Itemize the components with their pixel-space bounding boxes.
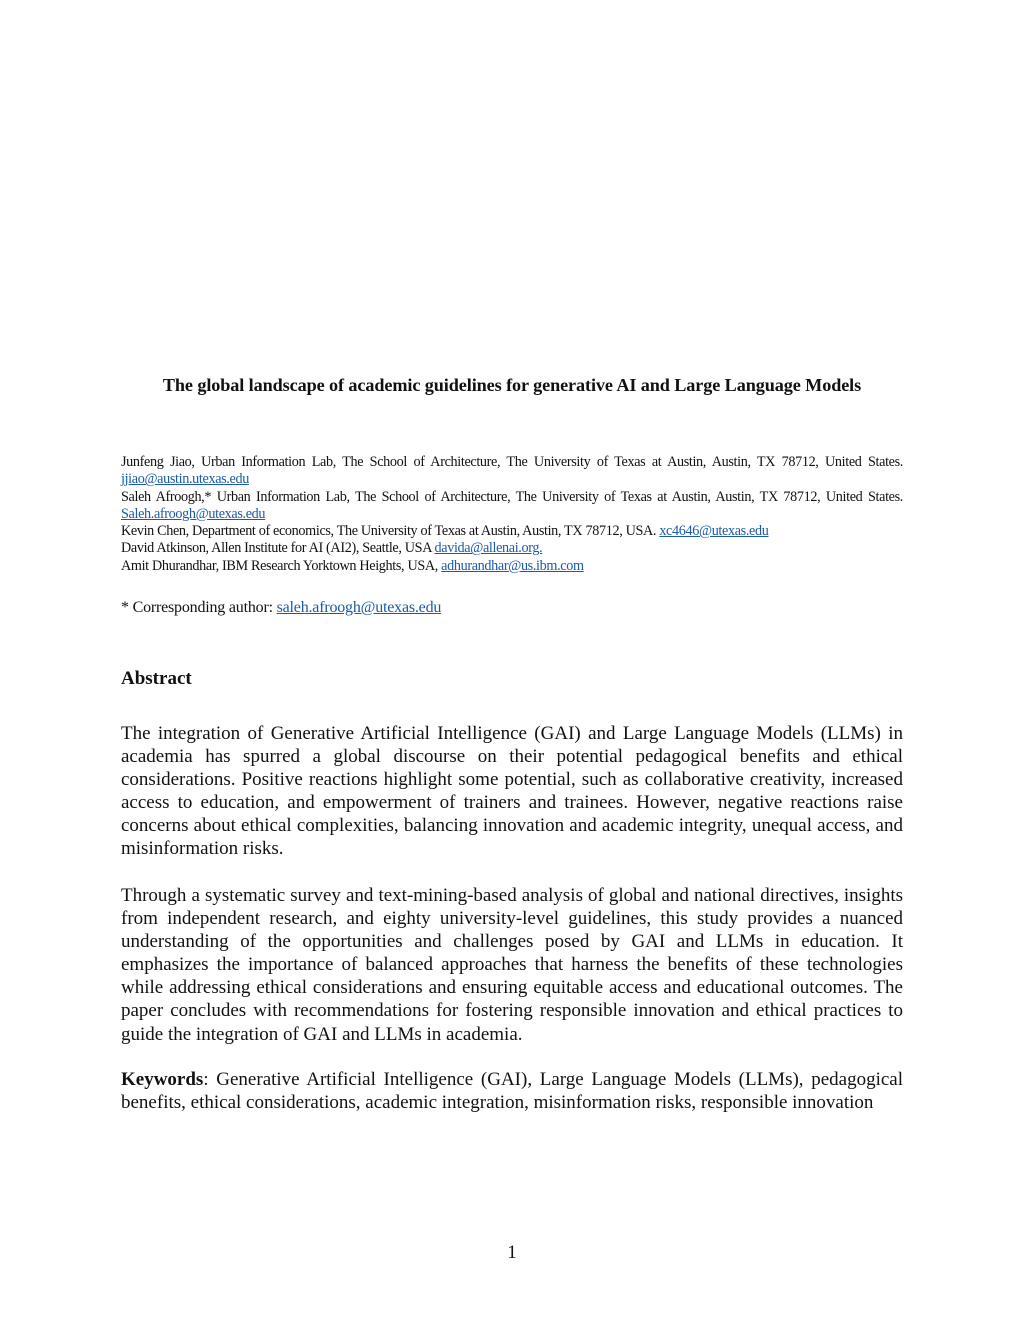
author-entry <box>121 489 903 524</box>
author-affiliation: Amit Dhurandhar, IBM Research Yorktown Heights, USA, <box>121 557 442 574</box>
author-affiliation: David Atkinson, Allen Institute for AI (AI2), Seattle, USA <box>121 540 435 557</box>
keywords-label: Keywords <box>121 1069 204 1090</box>
author-affiliation: Saleh Afroogh,* Urban Information Lab, The School of Architecture, The University of Texas at Austin, Austin, TX 78712, United States. <box>121 488 903 505</box>
author-affiliation: Kevin Chen, Department of economics, The University of Texas at Austin, Austin, TX 78712, USA. <box>121 523 660 540</box>
corresponding-label: * Corresponding author: <box>121 599 277 616</box>
author-entry <box>121 540 903 557</box>
corresponding-email-link[interactable]: saleh.afroogh@utexas.edu <box>276 599 442 616</box>
author-entry <box>121 523 903 540</box>
corresponding-author <box>121 599 903 617</box>
paper-title: The global landscape of academic guidelines for generative AI and Large Language Models <box>162 375 862 395</box>
author-affiliation: Junfeng Jiao, Urban Information Lab, The School of Architecture, The University of Texas at Austin, Austin, TX 78712, United States. <box>121 454 903 470</box>
author-email-link[interactable]: Saleh.afroogh@utexas.edu <box>121 505 266 522</box>
keywords <box>121 1068 903 1114</box>
abstract-heading: Abstract <box>121 668 192 689</box>
author-entry <box>121 558 903 575</box>
author-list <box>121 454 903 575</box>
author-email-link[interactable]: jjiao@austin.utexas.edu <box>121 471 249 488</box>
author-email-link[interactable]: davida@allenai.org. <box>434 540 543 557</box>
page-number: 1 <box>507 1242 517 1263</box>
abstract-paragraph: The integration of Generative Artificial Intelligence (GAI) and Large Language Models (LLMs) in academia has spurred a global discourse on their potential pedagogical benefits and ethical considerations. Positive reactions highlight some potential, such as collaborative creativity, increased access to education, and empowerment of trainers and trainees. However, negative reactions raise concerns about ethical complexities, balancing innovation and academic integrity, unequal access, and misinformation risks. <box>121 723 903 860</box>
abstract-paragraph: Through a systematic survey and text-mining-based analysis of global and national directives, insights from independent research, and eighty university-level guidelines, this study provides a nuanced understanding of the opportunities and challenges posed by GAI and LLMs in education. It emphasizes the importance of balanced approaches that harness the benefits of these technologies while addressing ethical considerations and ensuring equitable access and educational outcomes. The paper concludes with recommendations for fostering responsible innovation and ethical practices to guide the integration of GAI and LLMs in academia. <box>121 885 903 1045</box>
author-email-link[interactable]: adhurandhar@us.ibm.com <box>441 557 584 574</box>
keywords-text: : Generative Artificial Intelligence (GAI), Large Language Models (LLMs), pedagogical benefits, ethical considerations, academic integration, misinformation risks, responsible innovation <box>121 1069 903 1114</box>
author-entry <box>121 454 903 489</box>
author-email-link[interactable]: xc4646@utexas.edu <box>659 523 769 540</box>
